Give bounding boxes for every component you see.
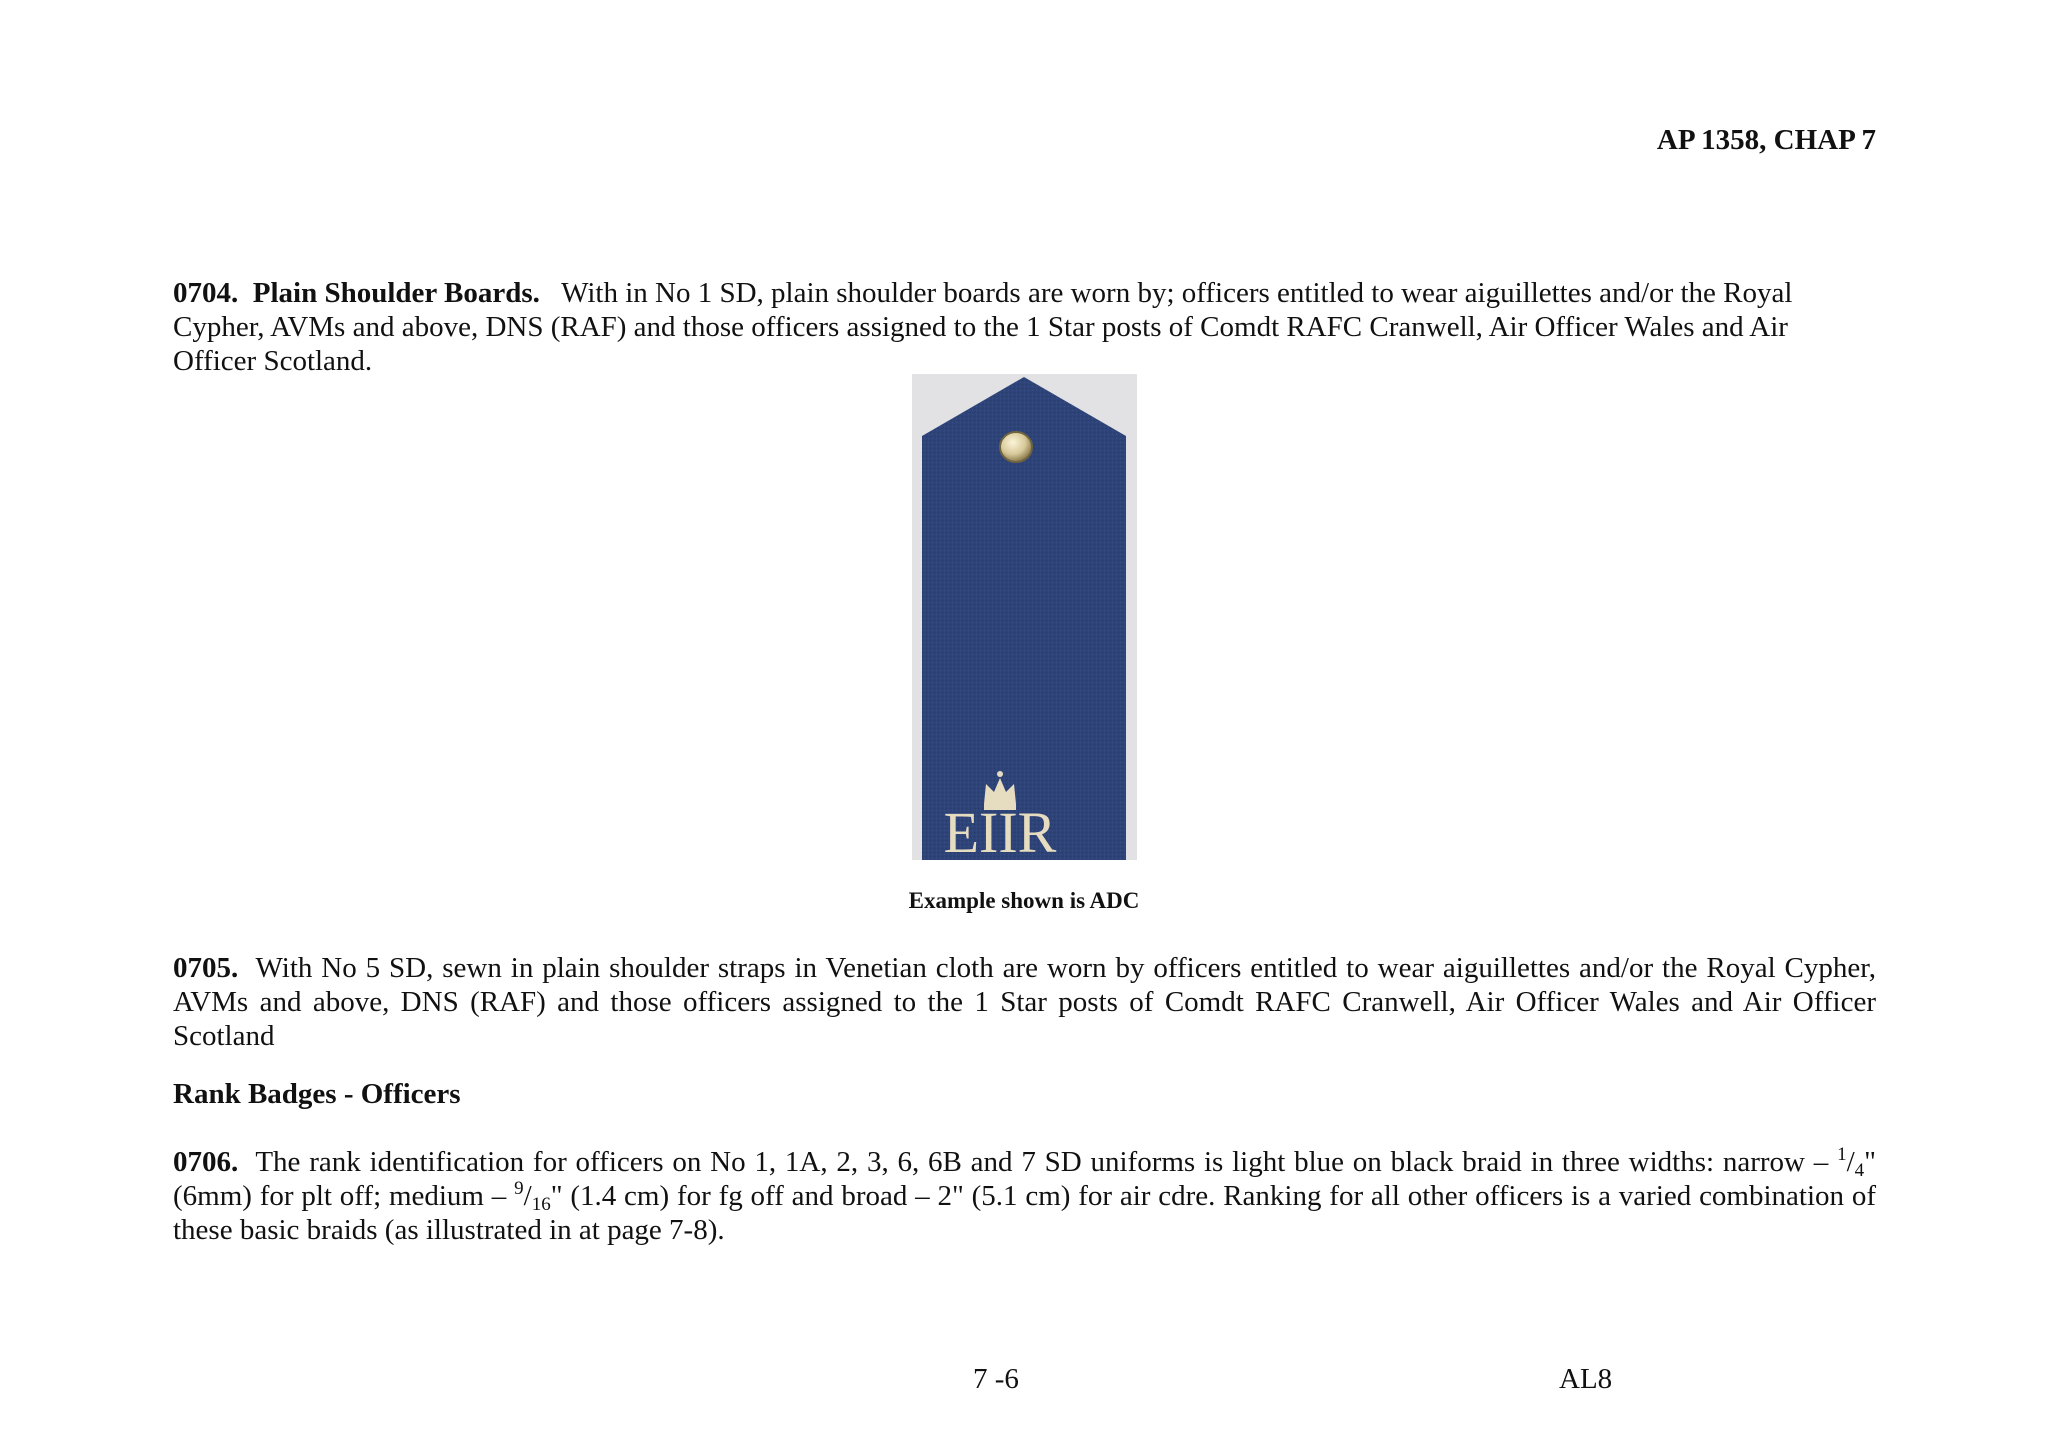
cypher-text: EIIR [943,800,1057,860]
paragraph-0704 [173,276,1876,378]
fraction-denominator: 4 [1854,1160,1865,1181]
paragraph-text: With in No 1 SD, plain shoulder boards are worn by; officers entitled to wear aiguillettes and/or the Royal Cypher, AVMs and above, DNS (RAF) and those officers assigned to the 1 Star posts of Comdt RAFC Cranwell, Air Officer Wales and Air Officer Scotland. [173,277,1793,377]
section-heading: Rank Badges - Officers [173,1078,461,1110]
fraction-separator: / [523,1180,532,1212]
fraction-separator: / [1846,1146,1855,1178]
figure-caption: Example shown is ADC [908,888,1140,913]
fraction-numerator: 1 [1837,1144,1847,1165]
paragraph-number: 0705. [173,952,239,984]
paragraph-text-3: " (1.4 cm) for fg off and broad – 2" (5.1 cm) for air cdre. Ranking for all other officers is a varied combination of these basic braids (as illustrated in at page 7-8). [173,1180,1877,1246]
paragraph-text-1: The rank identification for officers on No 1, 1A, 2, 3, 6, 6B and 7 SD uniforms is light blue on black braid in three widths: narrow – [255,1146,1838,1178]
page-number: 7 -6 [973,1363,1019,1395]
fraction-numerator: 9 [514,1178,524,1199]
paragraph-number: 0706. [173,1146,239,1178]
button-icon [1000,432,1032,462]
paragraph-title: Plain Shoulder Boards. [252,277,540,309]
paragraph-text-2: " (6mm) for plt off; medium – [173,1146,1876,1212]
fraction-denominator: 16 [531,1194,551,1215]
paragraph-number: 0704. [173,277,239,309]
paragraph-0706 [173,1145,1876,1247]
document-reference: AP 1358, CHAP 7 [1656,124,1876,156]
shoulder-board-image [912,374,1137,860]
paragraph-text: With No 5 SD, sewn in plain shoulder straps in Venetian cloth are worn by officers entitled to wear aiguillettes and/or the Royal Cypher, AVMs and above, DNS (RAF) and those officers assigned to the 1 Star posts of Comdt RAFC Cranwell, Air Officer Wales and Air Officer Scotland [173,952,1876,1052]
amendment-label: AL8 [1559,1363,1613,1395]
paragraph-0705 [173,951,1876,1053]
